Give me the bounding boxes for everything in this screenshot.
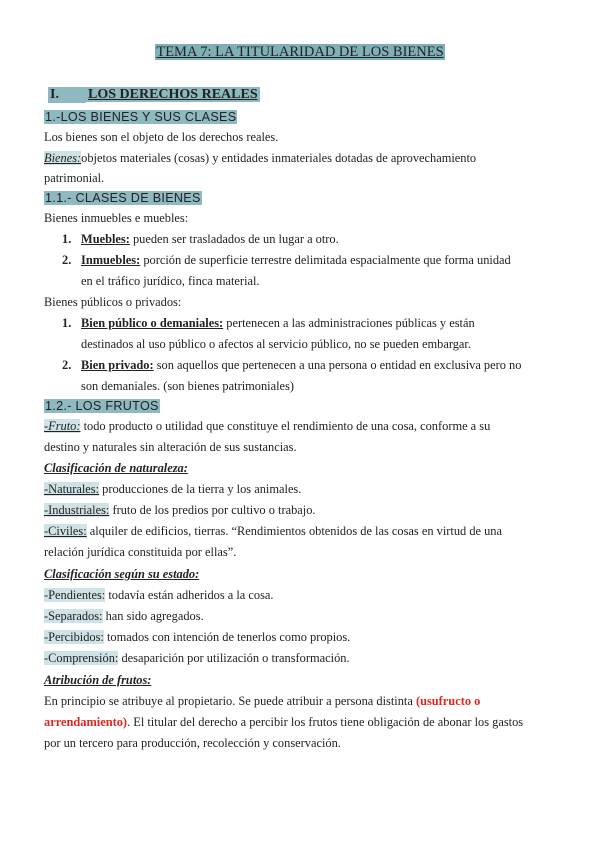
list-item-inmuebles: Inmuebles: porción de superficie terrestre delimitada espacialmente que forma unidad (81, 253, 511, 267)
list-item-muebles: Muebles: pueden ser trasladados de un lugar a otro. (81, 232, 339, 246)
clasificacion-estado-heading: Clasificación según su estado: (44, 567, 200, 581)
atribucion-heading: Atribución de frutos: (44, 673, 152, 687)
bienes-definition: Bienes:objetos materiales (cosas) y entidades inmateriales dotadas de aprovechamiento (44, 151, 477, 165)
paragraph-publicos-privados: Bienes públicos o privados: (44, 295, 182, 309)
naturaleza-item-cont: relación jurídica constituida por ellas”. (44, 545, 237, 559)
estado-item: -Pendientes: todavía están adheridos a la cosa. (44, 588, 274, 602)
section-heading-1: I. LOS DERECHOS REALES (50, 87, 258, 102)
list-number: 1. (62, 232, 72, 246)
naturaleza-item: -Civiles: alquiler de edificios, tierras. “Rendimientos obtenidos de las cosas en virtud de una (44, 524, 503, 538)
naturaleza-item: -Naturales: producciones de la tierra y los animales. (44, 482, 302, 496)
estado-item: -Comprensión: desaparición por utilización o transformación. (44, 651, 350, 665)
paragraph-bienes-objeto: Los bienes son el objeto de los derechos reales. (44, 130, 279, 144)
bienes-definition-cont: patrimonial. (44, 171, 105, 185)
paragraph-inmuebles-muebles: Bienes inmuebles e muebles: (44, 211, 189, 225)
list-item-bien-privado-cont: son demaniales. (son bienes patrimoniales) (81, 379, 294, 393)
page-title: TEMA 7: LA TITULARIDAD DE LOS BIENES (156, 44, 444, 60)
list-number: 2. (62, 358, 72, 372)
naturaleza-item: -Industriales: fruto de los predios por cultivo o trabajo. (44, 503, 316, 517)
estado-item: -Percibidos: tomados con intención de tenerlos como propios. (44, 630, 351, 644)
list-item-bien-publico-cont: destinados al uso público o afectos al servicio público, no se pueden embargar. (81, 337, 471, 351)
atribucion-paragraph-cont2: por un tercero para producción, recolección y conservación. (44, 736, 341, 750)
clasificacion-naturaleza-heading: Clasificación de naturaleza: (44, 461, 188, 475)
subheading-clases-bienes: 1.1.- CLASES DE BIENES (45, 191, 201, 205)
list-number: 2. (62, 253, 72, 267)
subheading-bienes-clases: 1.-LOS BIENES Y SUS CLASES (45, 110, 237, 124)
list-item-bien-publico: Bien público o demaniales: pertenecen a las administraciones públicas y están (81, 316, 475, 330)
estado-item: -Separados: han sido agregados. (44, 609, 204, 623)
atribucion-paragraph: En principio se atribuye al propietario. Se puede atribuir a persona distinta (usufructo o (44, 694, 481, 708)
list-item-inmuebles-cont: en el tráfico jurídico, finca material. (81, 274, 260, 288)
atribucion-paragraph-cont: arrendamiento). El titular del derecho a percibir los frutos tiene obligación de abonar los gastos (44, 715, 524, 729)
list-item-bien-privado: Bien privado: son aquellos que pertenecen a una persona o entidad en exclusiva pero no (81, 358, 522, 372)
subheading-frutos: 1.2.- LOS FRUTOS (45, 399, 159, 413)
fruto-definition: -Fruto: todo producto o utilidad que constituye el rendimiento de una cosa, conforme a su (44, 419, 491, 433)
list-number: 1. (62, 316, 72, 330)
fruto-definition-cont: destino y naturales sin alteración de sus sustancias. (44, 440, 297, 454)
